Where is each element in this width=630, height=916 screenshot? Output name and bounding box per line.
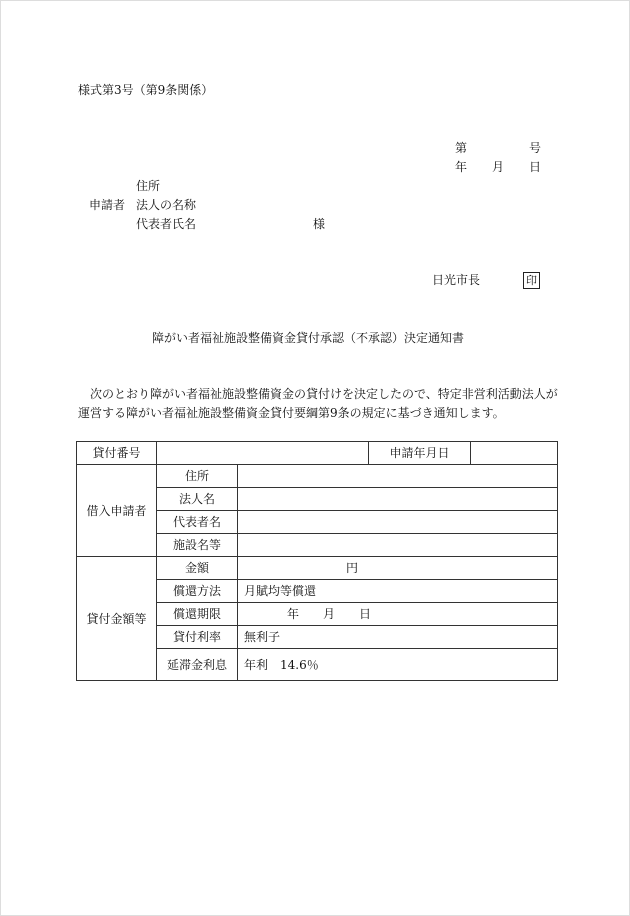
repayment-deadline-label: 償還期限: [157, 603, 238, 626]
table-row-loan-number: [77, 442, 558, 465]
applicant-label: 申請者: [89, 198, 126, 212]
issuer-title: 日光市長: [432, 273, 481, 287]
applicant-honorific: 様: [313, 217, 326, 231]
body-text-line-1: 次のとおり障がい者福祉施設整備資金の貸付けを決定したので、特定非営利活動法人が: [90, 387, 558, 401]
rep-name-label: 代表者名: [157, 511, 238, 534]
doc-number-prefix: 第: [455, 141, 468, 155]
applicant-address-label: 住所: [136, 179, 161, 193]
repayment-deadline-value: [238, 603, 558, 626]
loan-number-label: 貸付番号: [77, 442, 157, 465]
deadline-month: 月: [323, 607, 336, 621]
date-year: 年: [455, 160, 468, 174]
application-date-value: [471, 442, 558, 465]
late-interest-value: 年利 14.6％: [238, 649, 558, 681]
loan-group-label: 貸付金額等: [77, 557, 157, 681]
interest-rate-value: 無利子: [238, 626, 558, 649]
corp-name-value: [238, 488, 558, 511]
interest-rate-label: 貸付利率: [157, 626, 238, 649]
seal-mark: 印: [523, 272, 540, 289]
table-row-amount: [77, 557, 558, 580]
loan-details-table: [76, 441, 558, 681]
deadline-year: 年: [287, 607, 300, 621]
table-row-address: [77, 465, 558, 488]
rep-name-value: [238, 511, 558, 534]
deadline-day: 日: [359, 607, 372, 621]
repayment-method-label: 償還方法: [157, 580, 238, 603]
date-month: 月: [492, 160, 505, 174]
issuer-seal: [523, 272, 540, 289]
application-date-label: 申請年月日: [369, 442, 471, 465]
corp-name-label: 法人名: [157, 488, 238, 511]
form-number: 様式第3号（第9条関係）: [78, 83, 214, 97]
facility-name-value: [238, 534, 558, 557]
date-day: 日: [529, 160, 542, 174]
address-label: 住所: [157, 465, 238, 488]
repayment-method-value: 月賦均等償還: [238, 580, 558, 603]
applicant-rep-name-label: 代表者氏名: [136, 217, 197, 231]
late-interest-label: 延滞金利息: [157, 649, 238, 681]
doc-number-suffix: 号: [529, 141, 542, 155]
amount-unit: 円: [238, 557, 558, 580]
body-text-line-2: 運営する障がい者福祉施設整備資金貸付要綱第9条の規定に基づき通知します。: [78, 406, 505, 420]
address-value: [238, 465, 558, 488]
applicant-corp-name-label: 法人の名称: [136, 198, 197, 212]
document-title: 障がい者福祉施設整備資金貸付承認（不承認）決定通知書: [152, 331, 465, 345]
facility-name-label: 施設名等: [157, 534, 238, 557]
loan-number-value: [157, 442, 369, 465]
amount-label: 金額: [157, 557, 238, 580]
borrower-group-label: 借入申請者: [77, 465, 157, 557]
